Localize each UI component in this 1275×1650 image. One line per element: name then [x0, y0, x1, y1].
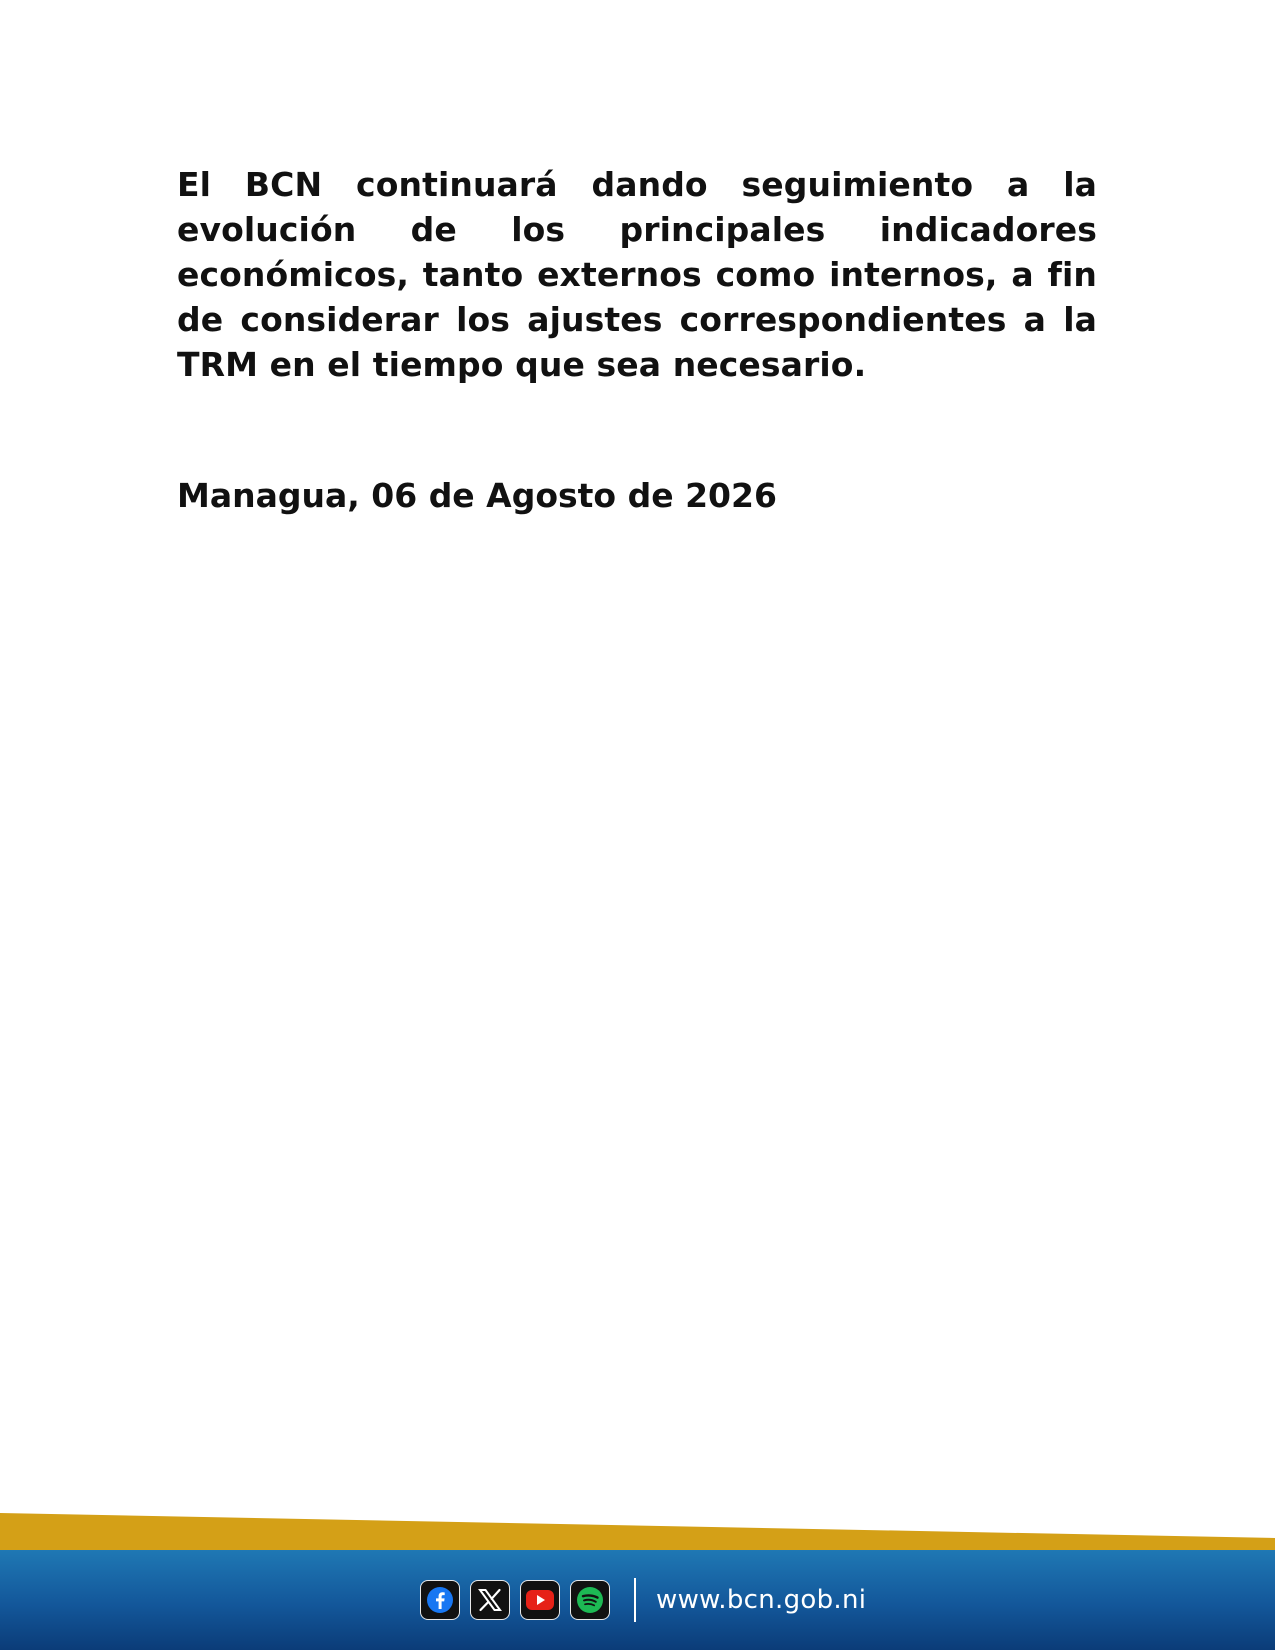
spotify-icon[interactable]	[570, 1580, 610, 1620]
footer-divider	[634, 1578, 636, 1622]
x-icon[interactable]	[470, 1580, 510, 1620]
body-paragraph: El BCN continuará dando seguimiento a la evolución de los principales indicadores económicos, tanto externos como internos, a fin de considerar los ajustes correspondientes a la TRM en el tiempo que sea necesario.	[177, 165, 1097, 384]
youtube-icon[interactable]	[520, 1580, 560, 1620]
website-link[interactable]: www.bcn.gob.ni	[656, 1585, 867, 1615]
facebook-icon[interactable]	[420, 1580, 460, 1620]
dateline: Managua, 06 de Agosto de 2026	[177, 476, 777, 515]
social-links	[420, 1579, 866, 1621]
